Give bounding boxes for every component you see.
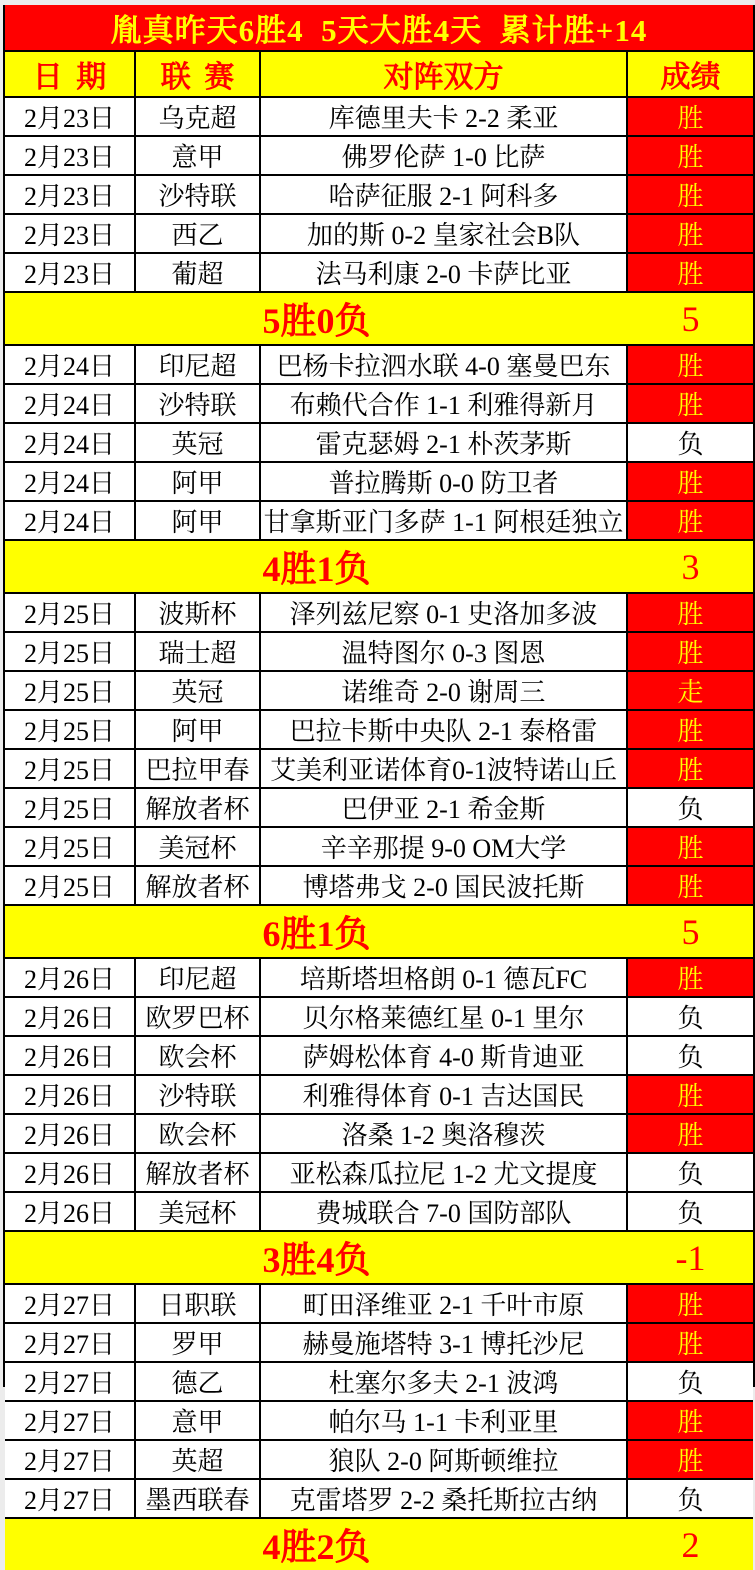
result-badge: 胜 (628, 633, 753, 670)
summary-row (5, 1519, 753, 1570)
date-cell: 2月24日 (5, 463, 136, 500)
match-cell: 佛罗伦萨 1-0 比萨 (261, 137, 628, 174)
match-cell: 加的斯 0-2 皇家社会B队 (261, 215, 628, 252)
match-cell: 帕尔马 1-1 卡利亚里 (261, 1402, 628, 1439)
match-cell: 费城联合 7-0 国防部队 (261, 1193, 628, 1230)
league-cell: 墨西联春 (136, 1480, 261, 1517)
date-cell: 2月27日 (5, 1402, 136, 1439)
result-badge: 负 (628, 789, 753, 826)
result-badge: 胜 (628, 594, 753, 631)
table-row (5, 1037, 753, 1076)
date-cell: 2月23日 (5, 215, 136, 252)
date-cell: 2月26日 (5, 1193, 136, 1230)
date-cell: 2月26日 (5, 1037, 136, 1074)
result-badge: 胜 (628, 1324, 753, 1361)
summary-label: 4胜1负 (262, 549, 371, 589)
table-row (5, 633, 753, 672)
date-cell: 2月23日 (5, 254, 136, 291)
date-cell: 2月24日 (5, 424, 136, 461)
result-badge: 胜 (628, 959, 753, 996)
date-cell: 2月27日 (5, 1363, 136, 1400)
summary-label: 5胜0负 (262, 301, 371, 341)
league-cell: 阿甲 (136, 711, 261, 748)
summary-row (5, 541, 753, 594)
league-cell: 瑞士超 (136, 633, 261, 670)
results-sheet (3, 5, 755, 1567)
summary-row (5, 906, 753, 959)
match-cell: 贝尔格莱德红星 0-1 里尔 (261, 998, 628, 1035)
league-cell: 解放者杯 (136, 867, 261, 904)
table-header (5, 52, 753, 98)
table-row (5, 1154, 753, 1193)
league-cell: 美冠杯 (136, 1193, 261, 1230)
column-header-league: 联赛 (136, 52, 261, 96)
summary-label: 4胜2负 (262, 1527, 371, 1567)
table-row (5, 1363, 753, 1402)
league-cell: 日职联 (136, 1285, 261, 1322)
result-badge: 胜 (628, 254, 753, 291)
league-cell: 解放者杯 (136, 1154, 261, 1191)
table-row (5, 1285, 753, 1324)
result-badge: 负 (628, 1480, 753, 1517)
table-row (5, 959, 753, 998)
result-badge: 胜 (628, 215, 753, 252)
date-cell: 2月26日 (5, 1076, 136, 1113)
table-row (5, 1441, 753, 1480)
match-cell: 町田泽维亚 2-1 千叶市原 (261, 1285, 628, 1322)
date-cell: 2月26日 (5, 1115, 136, 1152)
league-cell: 德乙 (136, 1363, 261, 1400)
result-badge: 胜 (628, 176, 753, 213)
date-cell: 2月23日 (5, 176, 136, 213)
match-cell: 亚松森瓜拉尼 1-2 尤文提度 (261, 1154, 628, 1191)
result-badge: 胜 (628, 385, 753, 422)
date-cell: 2月25日 (5, 594, 136, 631)
table-row (5, 1324, 753, 1363)
match-cell: 狼队 2-0 阿斯顿维拉 (261, 1441, 628, 1478)
match-cell: 利雅得体育 0-1 吉达国民 (261, 1076, 628, 1113)
date-cell: 2月25日 (5, 867, 136, 904)
league-cell: 解放者杯 (136, 789, 261, 826)
table-body (5, 98, 753, 1567)
match-cell: 甘拿斯亚门多萨 1-1 阿根廷独立 (261, 502, 628, 539)
table-row (5, 254, 753, 293)
table-row (5, 711, 753, 750)
table-row (5, 137, 753, 176)
match-cell: 博塔弗戈 2-0 国民波托斯 (261, 867, 628, 904)
summary-score: -1 (675, 1237, 706, 1278)
match-cell: 普拉腾斯 0-0 防卫者 (261, 463, 628, 500)
match-cell: 艾美利亚诺体育0-1波特诺山丘 (261, 750, 628, 787)
table-row (5, 594, 753, 633)
result-badge: 胜 (628, 1402, 753, 1439)
date-cell: 2月25日 (5, 828, 136, 865)
league-cell: 印尼超 (136, 346, 261, 383)
league-cell: 欧会杯 (136, 1037, 261, 1074)
result-badge: 胜 (628, 750, 753, 787)
league-cell: 沙特联 (136, 176, 261, 213)
table-row (5, 998, 753, 1037)
column-header-match: 对阵双方 (261, 52, 628, 96)
result-badge: 胜 (628, 1285, 753, 1322)
result-badge: 胜 (628, 502, 753, 539)
date-cell: 2月26日 (5, 998, 136, 1035)
table-row (5, 789, 753, 828)
date-cell: 2月24日 (5, 385, 136, 422)
page-title: 胤真昨天6胜4 5天大胜4天 累计胜+14 (5, 5, 753, 52)
column-header-date: 日期 (5, 52, 136, 96)
summary-label: 3胜4负 (262, 1240, 371, 1280)
result-badge: 负 (628, 1363, 753, 1400)
table-row (5, 1402, 753, 1441)
match-cell: 库德里夫卡 2-2 柔亚 (261, 98, 628, 135)
date-cell: 2月27日 (5, 1480, 136, 1517)
league-cell: 阿甲 (136, 463, 261, 500)
date-cell: 2月24日 (5, 346, 136, 383)
summary-label: 6胜1负 (262, 914, 371, 954)
league-cell: 英冠 (136, 424, 261, 461)
table-row (5, 1480, 753, 1519)
result-badge: 胜 (628, 1076, 753, 1113)
league-cell: 巴拉甲春 (136, 750, 261, 787)
league-cell: 意甲 (136, 1402, 261, 1439)
result-badge: 负 (628, 1193, 753, 1230)
league-cell: 印尼超 (136, 959, 261, 996)
match-cell: 巴伊亚 2-1 希金斯 (261, 789, 628, 826)
date-cell: 2月25日 (5, 750, 136, 787)
date-cell: 2月26日 (5, 959, 136, 996)
league-cell: 波斯杯 (136, 594, 261, 631)
date-cell: 2月27日 (5, 1324, 136, 1361)
match-cell: 温特图尔 0-3 图恩 (261, 633, 628, 670)
result-badge: 负 (628, 1037, 753, 1074)
table-row (5, 867, 753, 906)
league-cell: 英冠 (136, 672, 261, 709)
table-row (5, 672, 753, 711)
table-row (5, 1115, 753, 1154)
column-header-result: 成绩 (660, 61, 721, 94)
result-badge: 负 (628, 1154, 753, 1191)
date-cell: 2月25日 (5, 789, 136, 826)
result-badge: 胜 (628, 137, 753, 174)
date-cell: 2月27日 (5, 1285, 136, 1322)
date-cell: 2月23日 (5, 98, 136, 135)
result-badge: 走 (628, 672, 753, 709)
result-badge: 胜 (628, 711, 753, 748)
match-cell: 泽列兹尼察 0-1 史洛加多波 (261, 594, 628, 631)
league-cell: 欧会杯 (136, 1115, 261, 1152)
match-cell: 诺维奇 2-0 谢周三 (261, 672, 628, 709)
match-cell: 克雷塔罗 2-2 桑托斯拉古纳 (261, 1480, 628, 1517)
table-row (5, 346, 753, 385)
match-cell: 辛辛那提 9-0 OM大学 (261, 828, 628, 865)
result-badge: 胜 (628, 1115, 753, 1152)
match-cell: 巴杨卡拉泗水联 4-0 塞曼巴东 (261, 346, 628, 383)
summary-row (5, 293, 753, 346)
match-cell: 赫曼施塔特 3-1 博托沙尼 (261, 1324, 628, 1361)
date-cell: 2月27日 (5, 1441, 136, 1478)
result-badge: 胜 (628, 346, 753, 383)
table-row (5, 502, 753, 541)
match-cell: 布赖代合作 1-1 利雅得新月 (261, 385, 628, 422)
summary-score: 5 (681, 298, 700, 339)
table-row (5, 828, 753, 867)
table-row (5, 463, 753, 502)
table-row (5, 98, 753, 137)
league-cell: 沙特联 (136, 1076, 261, 1113)
date-cell: 2月25日 (5, 672, 136, 709)
table-row (5, 176, 753, 215)
league-cell: 沙特联 (136, 385, 261, 422)
match-cell: 雷克瑟姆 2-1 朴茨茅斯 (261, 424, 628, 461)
match-cell: 杜塞尔多夫 2-1 波鸿 (261, 1363, 628, 1400)
table-row (5, 1193, 753, 1232)
result-badge: 胜 (628, 463, 753, 500)
result-badge: 胜 (628, 828, 753, 865)
table-row (5, 1076, 753, 1115)
match-cell: 哈萨征服 2-1 阿科多 (261, 176, 628, 213)
league-cell: 西乙 (136, 215, 261, 252)
table-row (5, 424, 753, 463)
result-badge: 胜 (628, 867, 753, 904)
summary-score: 2 (681, 1524, 700, 1565)
league-cell: 乌克超 (136, 98, 261, 135)
league-cell: 欧罗巴杯 (136, 998, 261, 1035)
league-cell: 罗甲 (136, 1324, 261, 1361)
result-badge: 负 (628, 424, 753, 461)
summary-score: 5 (681, 911, 700, 952)
result-badge: 负 (628, 998, 753, 1035)
league-cell: 意甲 (136, 137, 261, 174)
table-row (5, 750, 753, 789)
league-cell: 美冠杯 (136, 828, 261, 865)
date-cell: 2月25日 (5, 633, 136, 670)
date-cell: 2月23日 (5, 137, 136, 174)
league-cell: 阿甲 (136, 502, 261, 539)
match-cell: 法马利康 2-0 卡萨比亚 (261, 254, 628, 291)
table-row (5, 385, 753, 424)
summary-score: 3 (681, 546, 700, 587)
league-cell: 葡超 (136, 254, 261, 291)
date-cell: 2月26日 (5, 1154, 136, 1191)
date-cell: 2月24日 (5, 502, 136, 539)
summary-row (5, 1232, 753, 1285)
match-cell: 萨姆松体育 4-0 斯肯迪亚 (261, 1037, 628, 1074)
match-cell: 巴拉卡斯中央队 2-1 泰格雷 (261, 711, 628, 748)
result-badge: 胜 (628, 98, 753, 135)
result-badge: 胜 (628, 1441, 753, 1478)
match-cell: 培斯塔坦格朗 0-1 德瓦FC (261, 959, 628, 996)
league-cell: 英超 (136, 1441, 261, 1478)
table-row (5, 215, 753, 254)
match-cell: 洛桑 1-2 奥洛穆茨 (261, 1115, 628, 1152)
date-cell: 2月25日 (5, 711, 136, 748)
